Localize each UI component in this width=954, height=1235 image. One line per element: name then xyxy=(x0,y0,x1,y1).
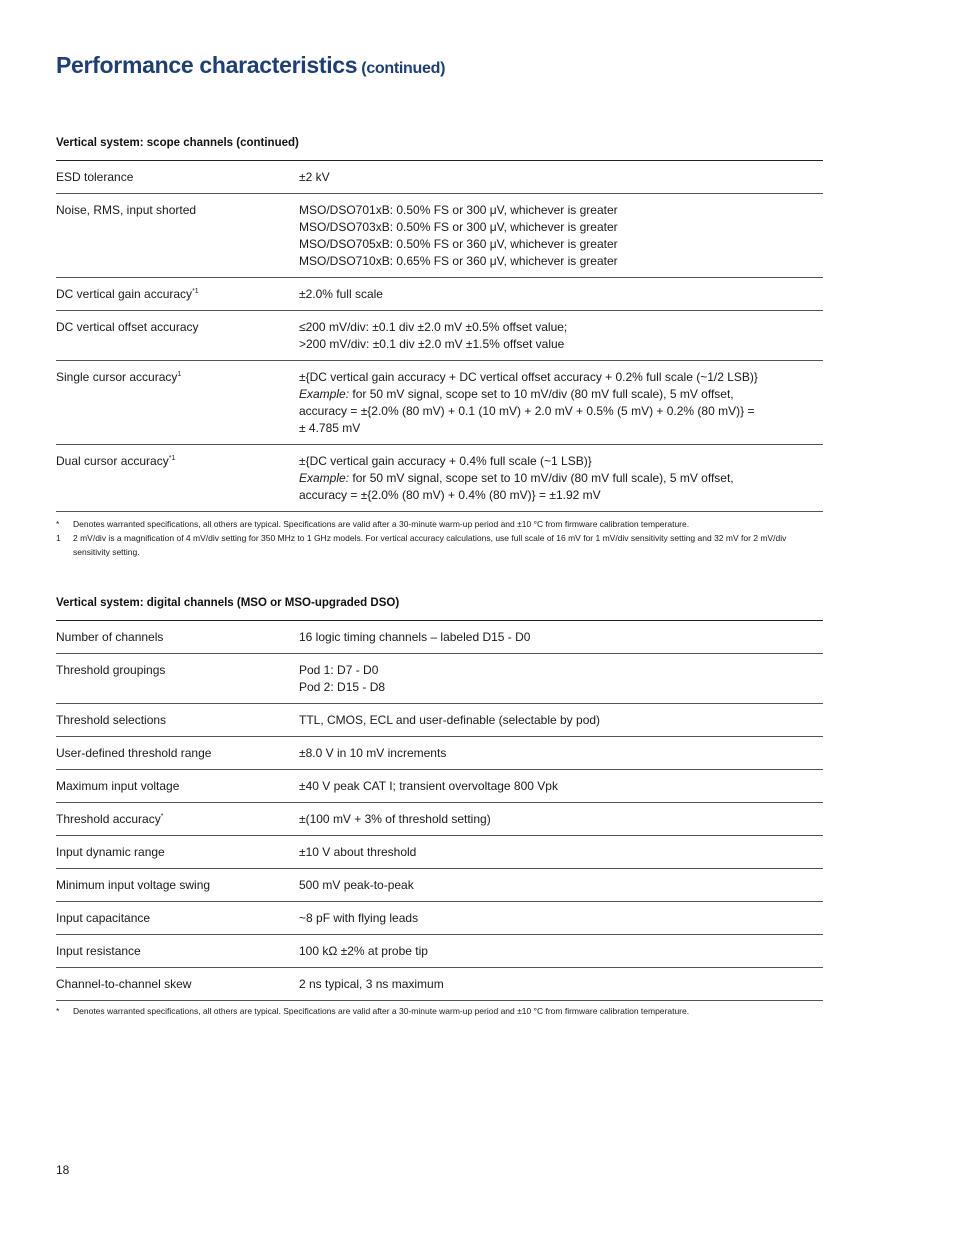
spec-value: ±40 V peak CAT I; transient overvoltage 800 Vpk xyxy=(299,770,823,803)
spec-label: User-defined threshold range xyxy=(56,737,299,770)
spec-label: Threshold accuracy* xyxy=(56,803,299,836)
table-row xyxy=(56,194,823,278)
spec-label: DC vertical offset accuracy xyxy=(56,311,299,361)
spec-label: Threshold groupings xyxy=(56,654,299,704)
spec-value: ±(100 mV + 3% of threshold setting) xyxy=(299,803,823,836)
table-row xyxy=(56,161,823,194)
footnote-ref: *1 xyxy=(168,455,176,462)
page-number: 18 xyxy=(56,1163,70,1177)
footnote: * Denotes warranted specifications, all others are typical. Specifications are valid after a 30-minute warm-up period and ±10 °C from firmware calibration temperature. xyxy=(56,1006,690,1016)
table-row xyxy=(56,902,823,935)
spec-label: Minimum input voltage swing xyxy=(56,869,299,902)
digital-spec-table xyxy=(56,620,823,1001)
scope-section-heading: Vertical system: scope channels (continued) xyxy=(56,137,299,149)
digital-footnotes xyxy=(56,1004,823,1018)
spec-value: MSO/DSO701xB: 0.50% FS or 300 μV, whichever is greater MSO/DSO703xB: 0.50% FS or 300 μV, whichever is greater MSO/DSO705xB: 0.50% FS or 360 μV, whichever is greater MSO/DSO710xB: 0.65% FS or 360 μV, whichever is greater xyxy=(299,194,823,278)
table-row xyxy=(56,803,823,836)
scope-footnotes xyxy=(56,517,823,559)
table-row xyxy=(56,445,823,512)
spec-value: 100 kΩ ±2% at probe tip xyxy=(299,935,823,968)
spec-label: Channel-to-channel skew xyxy=(56,968,299,1001)
spec-label: Input dynamic range xyxy=(56,836,299,869)
table-row xyxy=(56,621,823,654)
spec-value: ±{DC vertical gain accuracy + DC vertical offset accuracy + 0.2% full scale (~1/2 LSB)} Example: for 50 mV signal, scope set to 10 mV/div (80 mV full scale), 5 mV offset, accuracy = ±{2.0% (80 mV) + 0.1 (10 mV) + 2.0 mV + 0.5% (5 mV) + 0.2% (80 mV)} = ± 4.785 mV xyxy=(299,361,823,445)
spec-value: ~8 pF with flying leads xyxy=(299,902,823,935)
table-row xyxy=(56,654,823,704)
table-row xyxy=(56,361,823,445)
example-label: Example: xyxy=(299,471,350,485)
footnote: * Denotes warranted specifications, all others are typical. Specifications are valid after a 30-minute warm-up period and ±10 °C from firmware calibration temperature. xyxy=(56,519,690,529)
spec-label: Threshold selections xyxy=(56,704,299,737)
spec-value: ±{DC vertical gain accuracy + 0.4% full scale (~1 LSB)} Example: for 50 mV signal, scope set to 10 mV/div (80 mV full scale), 5 mV offset, accuracy = ±{2.0% (80 mV) + 0.4% (80 mV)} = ±1.92 mV xyxy=(299,445,823,512)
table-row xyxy=(56,935,823,968)
table-row xyxy=(56,737,823,770)
table-row xyxy=(56,311,823,361)
title-continued: (continued) xyxy=(361,60,446,77)
table-row xyxy=(56,704,823,737)
spec-label: Number of channels xyxy=(56,621,299,654)
table-row xyxy=(56,968,823,1001)
spec-value: ±2.0% full scale xyxy=(299,278,823,311)
footnote-ref: 1 xyxy=(177,371,182,378)
spec-value: ±10 V about threshold xyxy=(299,836,823,869)
page-title xyxy=(56,52,445,79)
footnote: 1 2 mV/div is a magnification of 4 mV/div setting for 350 MHz to 1 GHz models. For vertical accuracy calculations, use full scale of 16 mV for 1 mV/div sensitivity setting and 32 mV for 2 mV/div sensitivity setting. xyxy=(56,533,787,557)
spec-label: Input resistance xyxy=(56,935,299,968)
digital-section-heading: Vertical system: digital channels (MSO or MSO-upgraded DSO) xyxy=(56,597,400,609)
table-row xyxy=(56,869,823,902)
spec-label: Single cursor accuracy$^1$ xyxy=(56,361,299,445)
table-row xyxy=(56,836,823,869)
spec-label: Noise, RMS, input shorted xyxy=(56,194,299,278)
spec-value: TTL, CMOS, ECL and user-definable (selectable by pod) xyxy=(299,704,823,737)
spec-label: Input capacitance xyxy=(56,902,299,935)
spec-value: ±8.0 V in 10 mV increments xyxy=(299,737,823,770)
spec-value: 2 ns typical, 3 ns maximum xyxy=(299,968,823,1001)
spec-value: ≤200 mV/div: ±0.1 div ±2.0 mV ±0.5% offset value; >200 mV/div: ±0.1 div ±2.0 mV ±1.5% offset value xyxy=(299,311,823,361)
spec-value: 16 logic timing channels – labeled D15 - D0 xyxy=(299,621,823,654)
footnote-ref: *1 xyxy=(192,288,199,295)
spec-value: ±2 kV xyxy=(299,161,823,194)
spec-value: 500 mV peak-to-peak xyxy=(299,869,823,902)
example-label: Example: xyxy=(299,387,350,401)
title-text: Performance characteristics xyxy=(56,52,358,78)
spec-label: DC vertical gain accuracy$^{*1}$ xyxy=(56,278,299,311)
spec-value: Pod 1: D7 - D0 Pod 2: D15 - D8 xyxy=(299,654,823,704)
spec-label: Dual cursor accuracy$^{*1}$ xyxy=(56,445,299,512)
footnote-ref: * xyxy=(160,813,164,820)
table-row xyxy=(56,770,823,803)
table-row xyxy=(56,278,823,311)
scope-spec-table xyxy=(56,160,823,512)
spec-label: ESD tolerance xyxy=(56,161,299,194)
spec-label: Maximum input voltage xyxy=(56,770,299,803)
